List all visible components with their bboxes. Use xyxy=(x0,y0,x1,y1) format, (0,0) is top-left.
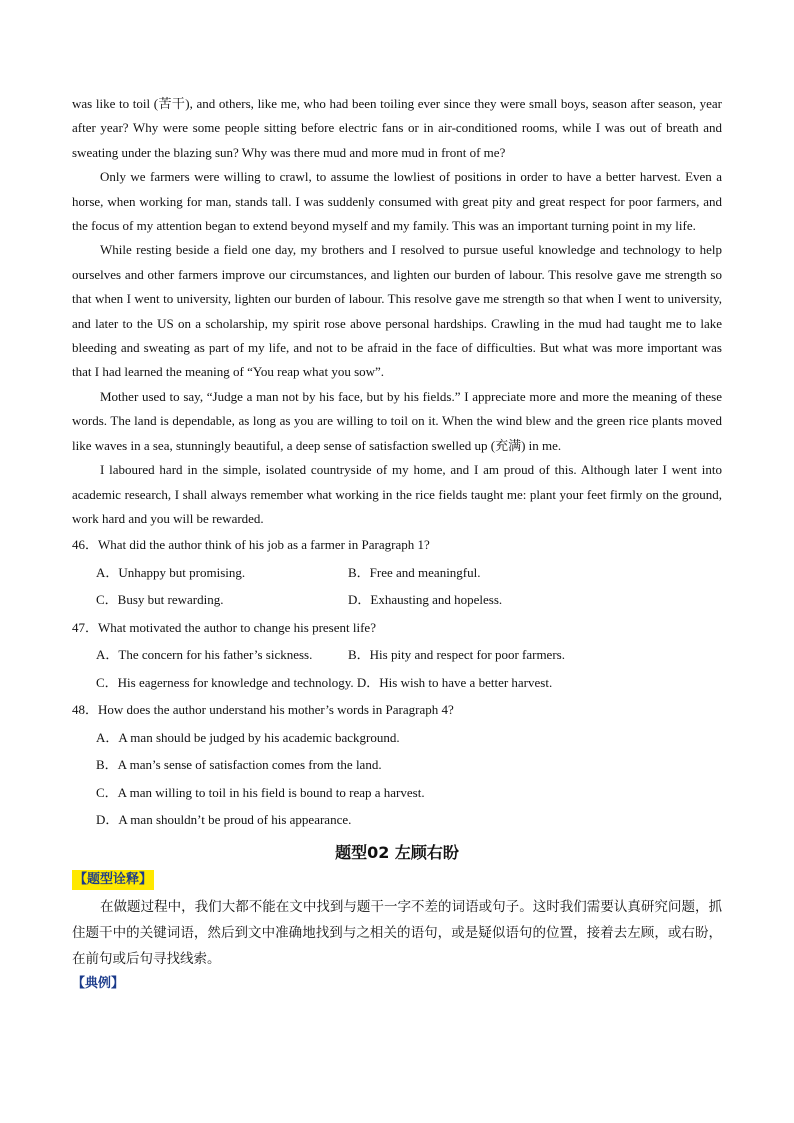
section-explanation: 在做题过程中，我们大都不能在文中找到与题干一字不差的词语或句子。这时我们需要认真研究问题，抓住题干中的关键词语，然后到文中准确地找到与之相关的语句，或是疑似语句的位置，接着去左顾，或右盼，在前句或后句寻找线索。 xyxy=(72,898,722,967)
passage-paragraph-2: Only we farmers were willing to crawl, to assume the lowliest of positions in order to have a better harvest. Even a horse, when working for man, stands tall. I was suddenly consumed with great pity and great respect for poor farmers, and the focus of my attention began to extend beyond myself and my family. This was an important turning point in my life. xyxy=(72,169,722,234)
option-b: B．A man’s sense of satisfaction comes from the land. xyxy=(96,757,382,773)
option-c-d: C．His eagerness for knowledge and technology. D．His wish to have a better harvest. xyxy=(96,674,553,690)
option-a: A．A man should be judged by his academic background. xyxy=(96,729,400,745)
passage-paragraph-3: While resting beside a field one day, my brothers and I resolved to pursue useful knowledge and technology to help ourselves and other farmers improve our circumstances, and lighten our burden of labour. This resolve gave me strength so that when I went to university, lighten our burden of labour. This resolve gave me strength so that when I went to university, and later to the US on a scholarship, my spirit rose above personal hardships. Crawling in the mud had taught me to lake bleeding and sweating as part of my life, and not to be afraid in the face of difficulties. But what was more important was that I had learned the meaning of “You reap what you sow”. xyxy=(72,242,722,380)
document-page xyxy=(72,92,722,994)
question-stem: 48．How does the author understand his mother’s words in Paragraph 4? xyxy=(72,702,454,718)
question-48 xyxy=(72,696,722,834)
passage-paragraph-4: Mother used to say, “Judge a man not by his face, but by his fields.” I appreciate more and more the meaning of these words. The land is dependable, as long as you are willing to toil on it. When the wind blew and the green rice plants moved like waves in a sea, stunningly beautiful, a deep sense of satisfaction swelled up (充满) in me. xyxy=(72,388,722,453)
option-d: D．A man shouldn’t be proud of his appearance. xyxy=(96,812,352,828)
option-a: A．Unhappy but promising. xyxy=(96,564,246,580)
section-tag-explain: 【题型诠释】 xyxy=(72,870,154,890)
option-d: D．Exhausting and hopeless. xyxy=(348,592,503,608)
section-title: 题型02 左顾右盼 xyxy=(335,842,459,862)
option-c: C．Busy but rewarding. xyxy=(96,592,224,608)
option-b: B．Free and meaningful. xyxy=(348,564,481,580)
question-47 xyxy=(72,614,722,697)
passage-paragraph-5: I laboured hard in the simple, isolated countryside of my home, and I am proud of this. Although later I went into academic research, I shall always remember what working in the rice fields taught me: plant your feet firmly on the ground, work hard and you will be rewarded. xyxy=(72,462,722,526)
section-tag-example: 【典例】 xyxy=(72,975,125,991)
question-stem: 46．What did the author think of his job as a farmer in Paragraph 1? xyxy=(72,537,430,553)
passage-paragraph-1: was like to toil (苦干), and others, like me, who had been toiling ever since they were small boys, season after season, year after year? Why were some people sitting before electric fans or in air-conditioned rooms, while I was out of breath and sweating under the blazing sun? Why was there mud and more mud in front of me? xyxy=(72,96,722,160)
option-c: C．A man willing to toil in his field is bound to reap a harvest. xyxy=(96,784,425,800)
question-46 xyxy=(72,531,722,614)
option-b: B．His pity and respect for poor farmers. xyxy=(348,647,565,663)
question-stem: 47．What motivated the author to change his present life? xyxy=(72,619,376,635)
option-row xyxy=(72,641,722,669)
option-a: A．The concern for his father’s sickness. xyxy=(96,647,313,663)
option-row xyxy=(72,586,722,614)
option-row xyxy=(72,559,722,587)
